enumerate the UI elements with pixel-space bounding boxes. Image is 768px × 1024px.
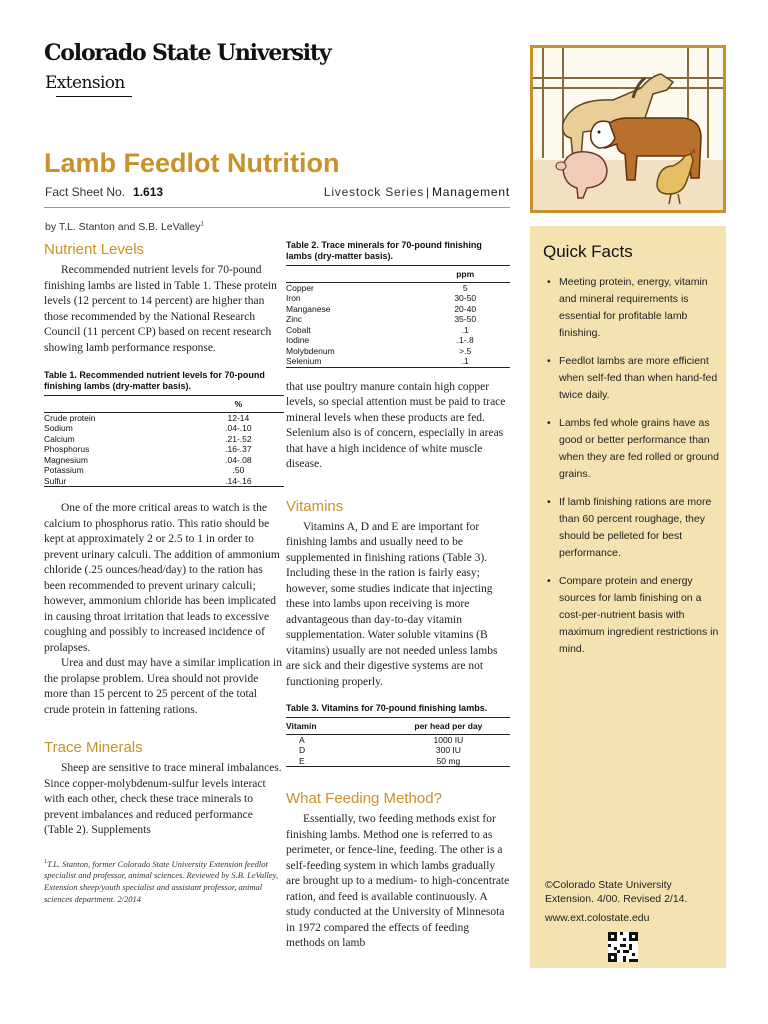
table-cell: Selenium [286, 356, 420, 367]
fact-sheet-number: 1.613 [133, 185, 164, 199]
table-row [286, 356, 510, 367]
list-item: • Compare protein and energy sources for lamb finishing on a cost-per-nutrient basis with maximum ingredient restrictions in mind. [540, 573, 720, 658]
table-row [286, 734, 510, 745]
table-1-unit: % [193, 396, 284, 412]
qr-code-icon [608, 932, 638, 962]
table-cell: 20-40 [454, 303, 477, 314]
table-cell: 5 [462, 282, 468, 293]
table-row [44, 412, 284, 423]
table-row [286, 282, 510, 293]
footnote-mark: 1 [44, 858, 47, 865]
table-cell: Molybdenum [286, 345, 335, 356]
table-row [286, 325, 510, 336]
table-cell: 12-14 [227, 412, 250, 423]
copyright-notice: ©Colorado State University Extension. 4/00. Revised 2/14. [545, 879, 688, 905]
livestock-illustration [530, 45, 726, 213]
heading-trace-minerals: Trace Minerals [44, 739, 143, 756]
table-cell: 50 mg [387, 756, 510, 767]
table-row [44, 423, 284, 434]
heading-feeding-method: What Feeding Method? [286, 790, 442, 807]
heading-nutrient-levels: Nutrient Levels [44, 241, 145, 258]
trace-minerals-paragraph-2: that use poultry manure contain high copper levels, so special attention must be paid to trace mineral levels when these products are fed. Selenium also is of concern, especially in areas that have a high incidence of white muscle disease. [286, 380, 506, 470]
author-footnote [44, 856, 284, 906]
series-category: Management [431, 185, 510, 199]
byline [45, 221, 204, 233]
table-row [286, 314, 510, 325]
table-cell: Crude protein [44, 412, 96, 423]
table-cell: Sulfur [44, 476, 193, 487]
table-cell: .04-.10 [225, 423, 252, 433]
table-3-col-per-head: per head per day [387, 718, 510, 734]
table-cell: Zinc [286, 314, 303, 324]
title-rule [44, 207, 510, 208]
table-cell: .14-.16 [193, 476, 284, 487]
table-cell: 35-50 [454, 314, 477, 324]
table-cell: Iron [286, 293, 301, 303]
table-cell: Iodine [286, 335, 310, 345]
table-1-grid [44, 396, 284, 487]
table-row [44, 434, 284, 445]
table-row [286, 756, 510, 767]
table-cell: Manganese [286, 303, 331, 314]
table-cell: A [299, 734, 305, 745]
list-item: • If lamb finishing rations are more than 60 percent roughage, they should be pelleted for best performance. [540, 494, 720, 562]
website-link[interactable]: www.ext.colostate.edu [545, 912, 650, 924]
table-3-grid [286, 718, 510, 767]
table-row [286, 346, 510, 357]
series-name: Livestock Series [323, 185, 425, 199]
table-cell: Calcium [44, 433, 75, 444]
fact-sheet-label: Fact Sheet No. [45, 185, 126, 199]
table-3-col-vitamin: Vitamin [286, 718, 387, 734]
author-footnote-text: T.L. Stanton, former Colorado State University Extension feedlot specialist and professor, animal sciences. Reviewed by S.B. LeValley, Extension sheep/youth specialist and assistant professor, animal sciences department. 2/2014 [44, 858, 279, 905]
table-2-grid [286, 266, 510, 368]
list-item: • Feedlot lambs are more efficient when self-fed than when hand-fed twice daily. [540, 353, 720, 404]
column-1 [44, 240, 284, 905]
table-row [44, 476, 284, 487]
table-cell: >.5 [459, 345, 472, 356]
nutrient-levels-paragraph-3: Urea and dust may have a similar implication in the prolapse problem. Urea should not provide more than 15 percent to 25 percent of the total crude protein in fattening rations. [44, 657, 282, 716]
trace-minerals-paragraph-1: Sheep are sensitive to trace mineral imbalances. Since copper-molybdenum-sulfur levels interact with each other, check these trace minerals to prevent imbalances and reduced performance (Table 2). Supplements [44, 762, 282, 836]
series-separator: | [426, 185, 430, 199]
table-row [286, 293, 510, 304]
table-row [44, 465, 284, 476]
table-cell: Sodium [44, 423, 73, 433]
table-cell: Potassium [44, 465, 84, 475]
table-1-title: Table 1. Recommended nutrient levels for 70-pound finishing lambs (dry-matter basis). [44, 370, 265, 391]
table-2-unit: ppm [420, 266, 510, 282]
table-cell: .16-.37 [225, 444, 252, 454]
table-cell: .1 [420, 356, 510, 367]
table-cell: 30-50 [454, 293, 477, 303]
table-3-title: Table 3. Vitamins for 70-pound finishing lambs. [286, 703, 488, 713]
table-2 [286, 240, 510, 368]
table-cell: E [286, 756, 387, 767]
table-cell: Cobalt [286, 324, 311, 335]
table-2-title: Table 2. Trace minerals for 70-pound finishing lambs (dry-matter basis). [286, 240, 482, 261]
table-cell: .50 [232, 465, 245, 475]
table-cell: 300 IU [435, 745, 461, 755]
table-cell: D [299, 745, 306, 755]
livestock-drawing [533, 48, 723, 210]
table-cell: Phosphorus [44, 444, 90, 454]
table-cell: .1-.8 [456, 335, 474, 345]
nutrient-levels-paragraph-2: One of the more critical areas to watch is the calcium to phosphorus ratio. This ratio should be kept at approximately 2 or 2.5 to 1 in order to prevent urinary calculi. The addition of ammonium chloride (.25 ounces/head/day) to the ration has been recommended to prevent urinary calculi; however, ammonium chloride has been implicated in causing throat irritation that leads to excessive coughing and possibly to increased incidence of prolapses. [44, 502, 280, 654]
table-row [286, 304, 510, 315]
table-row [286, 745, 510, 756]
table-cell: Copper [286, 282, 314, 293]
vitamins-paragraph-1: Vitamins A, D and E are important for finishing lambs and usually need to be supplemented in finishing rations (Table 3). Including these in the ration is fairly easy; however, some studies indicate that injecting these into lambs upon receiving is more advantageous than day-to-day vitamin supplementation. Water soluble vitamins (B vitamins) usually are not needed unless lambs are sick and their digestive systems are not functioning properly. [286, 520, 498, 688]
heading-vitamins: Vitamins [286, 497, 344, 515]
page-title: Lamb Feedlot Nutrition [44, 148, 340, 178]
nutrient-levels-paragraph-1: Recommended nutrient levels for 70-pound finishing lambs are listed in Table 1. These protein levels (12 percent to 14 percent) are higher than those recommended by the National Research Council (11 percent CP) based on recent research showing lamb performance response. [44, 264, 277, 354]
quick-facts-title: Quick Facts [543, 242, 633, 261]
series-label [324, 185, 510, 199]
table-cell: Magnesium [44, 454, 88, 465]
byline-footnote-mark: 1 [200, 221, 204, 228]
list-item: • Meeting protein, energy, vitamin and mineral requirements is essential for profitable lamb finishing. [540, 274, 720, 342]
quick-facts-list [540, 274, 720, 669]
logo-rule [56, 96, 132, 97]
feeding-method-paragraph-1: Essentially, two feeding methods exist for finishing lambs. Method one is referred to as perimeter, or fence-line, feeding. The other is a self-feeding system in which lambs gradually are brought up to a medium- to high-concentrate ration, and feed is available continuously. A study conducted at the University of Minnesota in 1972 compared the effects of feeding methods on lamb [286, 813, 510, 949]
table-cell: .21-.52 [225, 433, 252, 444]
table-cell: .04-.08 [225, 454, 252, 465]
list-item: • Lambs fed whole grains have as good or better performance than when they are fed rolled or ground grains. [540, 415, 720, 483]
table-row [44, 455, 284, 466]
table-1 [44, 370, 284, 487]
extension-logo: Extension [45, 73, 125, 93]
column-2 [286, 240, 510, 952]
byline-text: by T.L. Stanton and S.B. LeValley [45, 221, 201, 233]
table-row [44, 444, 284, 455]
fact-sheet-line [45, 185, 510, 199]
table-cell: 1000 IU [433, 734, 464, 745]
table-row [286, 335, 510, 346]
university-logo: Colorado State University [44, 40, 331, 66]
table-cell: .1 [461, 324, 469, 335]
quick-facts-sidebar [530, 226, 726, 968]
table-3 [286, 703, 510, 767]
